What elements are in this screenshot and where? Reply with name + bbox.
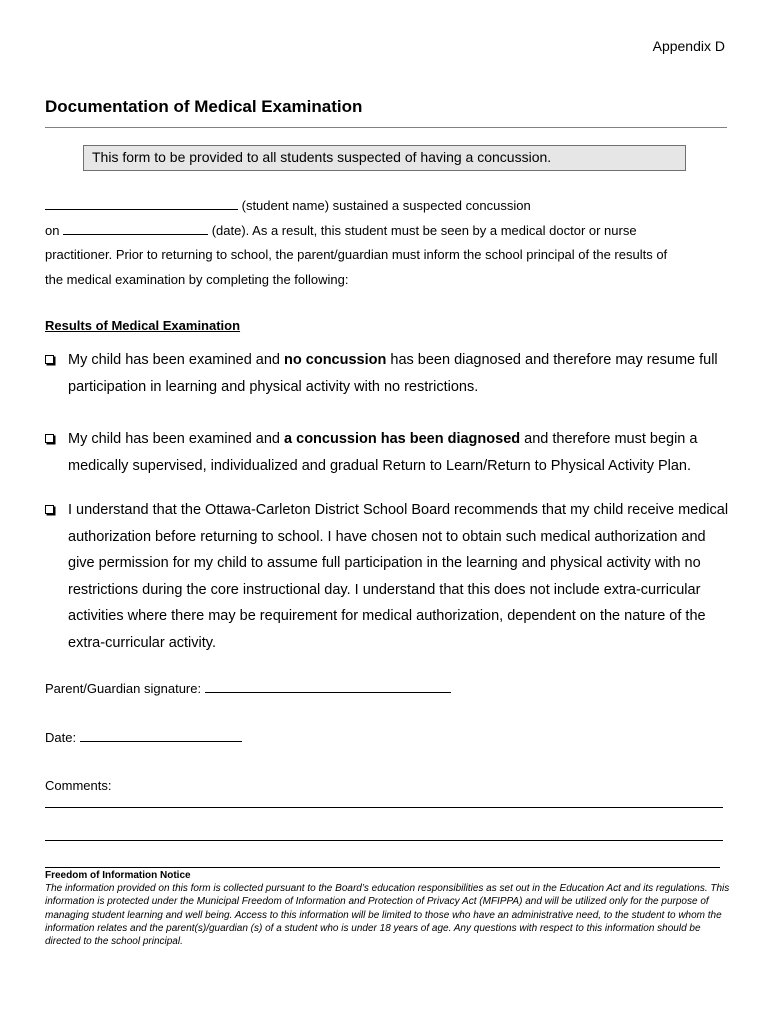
notice-text: This form to be provided to all students suspected of having a concussion. xyxy=(92,149,552,165)
intro-line-3: practitioner. Prior to returning to school, the parent/guardian must inform the school principal of the results of xyxy=(45,247,668,262)
option-2-text-start: My child has been examined and xyxy=(68,431,285,447)
option-1-text-start: My child has been examined and xyxy=(68,352,285,368)
option-2-text-end: and therefore must begin a medically supervised, individualized and gradual Return to Learn/Return to Physical Activity Plan. xyxy=(68,431,698,474)
checkbox-no-medical-authorization[interactable] xyxy=(45,505,54,514)
option-2-text-bold: a concussion has been diagnosed xyxy=(284,431,521,447)
foi-notice xyxy=(45,869,730,948)
date-field[interactable] xyxy=(80,728,242,742)
checkbox-no-concussion[interactable] xyxy=(45,355,54,364)
intro-line-1-text: (student name) sustained a suspected concussion xyxy=(238,198,531,213)
option-1-text-bold: no concussion xyxy=(284,352,387,368)
comments-label: Comments: xyxy=(45,778,112,793)
intro-paragraph xyxy=(45,194,725,292)
signature-label: Parent/Guardian signature: xyxy=(45,681,205,696)
option-no-concussion-text xyxy=(68,347,735,400)
page-title: Documentation of Medical Examination xyxy=(45,97,363,116)
notice-box xyxy=(83,145,686,171)
concussion-date-field[interactable] xyxy=(63,221,208,235)
intro-line-4: the medical examination by completing the following: xyxy=(45,271,349,287)
signature-field[interactable] xyxy=(205,679,451,693)
appendix-label: Appendix D xyxy=(652,38,725,54)
results-heading: Results of Medical Examination xyxy=(45,318,241,333)
foi-title: Freedom of Information Notice xyxy=(45,870,191,881)
checkbox-concussion-diagnosed[interactable] xyxy=(45,434,54,443)
comments-line-3[interactable] xyxy=(45,867,720,868)
comments-line-2[interactable] xyxy=(45,840,723,841)
option-1-text-end: has been diagnosed and therefore may resume full participation in learning and physical activity with no restrictions. xyxy=(68,352,718,395)
date-row xyxy=(45,728,242,745)
intro-line-1 xyxy=(45,194,725,219)
option-no-concussion xyxy=(45,347,735,400)
option-no-medical-authorization-text: I understand that the Ottawa-Carleton District School Board recommends that my child receive medical authorization before returning to school. I have chosen not to obtain such medical authorization and give permission for my child to assume full participation in the learning and physical activity with no restrictions during the core instructional day. I understand that this does not include extra-curricular activities where there may be requirement for medical authorization, dependent on the nature of the extra-curricular activity. xyxy=(68,502,729,651)
intro-line-2 xyxy=(45,219,725,244)
signature-row xyxy=(45,679,451,696)
intro-line-2-prefix: on xyxy=(45,222,64,238)
intro-line-2-text: (date). As a result, this student must be seen by a medical doctor or nurse xyxy=(208,222,637,238)
date-label: Date: xyxy=(45,730,80,745)
option-no-medical-authorization xyxy=(45,497,735,656)
foi-body: The information provided on this form is collected pursuant to the Board’s education responsibilities as set out in the Education Act and its regulations. This information is protected under the Municipal Freedom of Information and Protection of Privacy Act (MFIPPA) and will be utilized only for the purpose of managing student learning and well being. Access to this information will be limited to those who have an administrative need, to the student to whom the information relates and the parent(s)/guardian (s) of a student who is under 18 years of age. Any questions with respect to this information should be directed to the school principal. xyxy=(45,883,730,948)
option-concussion-diagnosed-text xyxy=(68,426,735,479)
title-divider xyxy=(45,127,727,128)
option-concussion-diagnosed xyxy=(45,426,735,479)
student-name-field[interactable] xyxy=(45,196,238,210)
comments-line-1[interactable] xyxy=(45,807,723,808)
